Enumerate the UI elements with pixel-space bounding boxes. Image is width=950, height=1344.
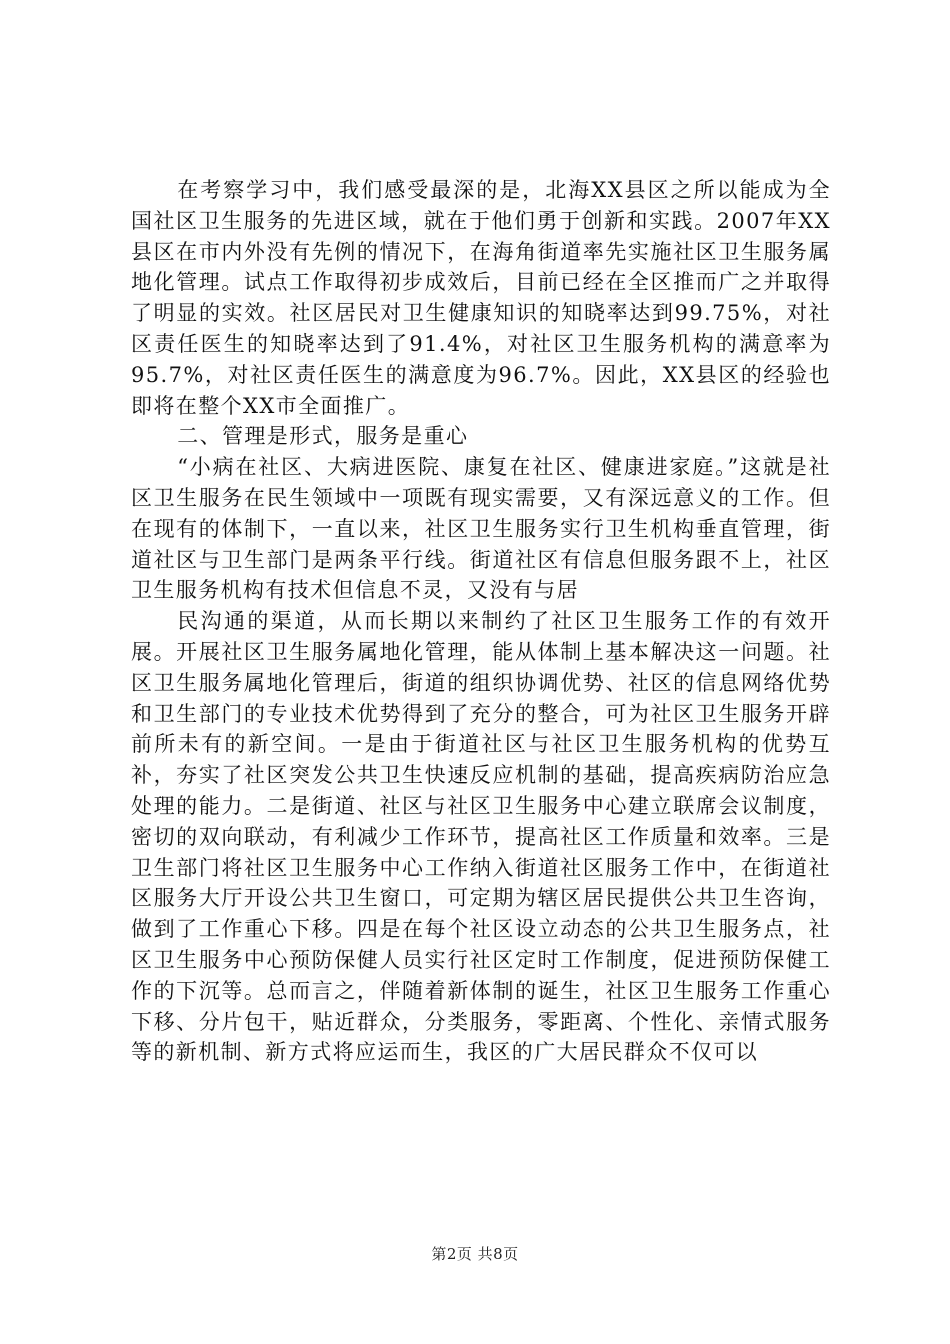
paragraph-quote: “小病在社区、大病进医院、康复在社区、健康进家庭。”这就是社区卫生服务在民生领域中一项既有现实需要，又有深远意义的工作。但在现有的体制下，一直以来，社区卫生服务实行卫生机构垂直管理，街道社区与卫生部门是两条平行线。街道社区有信息但服务跟不上，社区卫生服务机构有技术但信息不灵，又没有与居	[131, 455, 831, 603]
paragraph-continuation: 民沟通的渠道，从而长期以来制约了社区卫生服务工作的有效开展。开展社区卫生服务属地化管理，能从体制上基本解决这一问题。社区卫生服务属地化管理后，街道的组织协调优势、社区的信息网络优势和卫生部门的专业技术优势得到了充分的整合，可为社区卫生服务开辟前所未有的新空间。一是由于街道社区与社区卫生服务机构的优势互补，夯实了社区突发公共卫生快速反应机制的基础，提高疾病防治应急处理的能力。二是街道、社区与社区卫生服务中心建立联席会议制度，密切的双向联动，有利减少工作环节，提高社区工作质量和效率。三是卫生部门将社区卫生服务中心工作纳入街道社区服务工作中，在街道社区服务大厅开设公共卫生窗口，可定期为辖区居民提供公共卫生咨询，做到了工作重心下移。四是在每个社区设立动态的公共卫生服务点，社区卫生服务中心预防保健人员实行社区定时工作制度，促进预防保健工作的下沉等。总而言之，伴随着新体制的诞生，社区卫生服务工作重心下移、分片包干，贴近群众，分类服务，零距离、个性化、亲情式服务等的新机制、新方式将应运而生，我区的广大居民群众不仅可以	[131, 609, 831, 1065]
paragraph-intro: 在考察学习中，我们感受最深的是，北海XX县区之所以能成为全国社区卫生服务的先进区域，就在于他们勇于创新和实践。2007年XX县区在市内外没有先例的情况下，在海角街道率先实施社区卫生服务属地化管理。试点工作取得初步成效后，目前已经在全区推而广之并取得了明显的实效。社区居民对卫生健康知识的知晓率达到99.75%，对社区责任医生的知晓率达到了91.4%，对社区卫生服务机构的满意率为95.7%，对社区责任医生的满意度为96.7%。因此，XX县区的经验也即将在整个XX市全面推广。	[131, 178, 831, 418]
section-heading: 二、管理是形式，服务是重心	[177, 424, 469, 449]
page-number-footer: 第2页 共8页	[431, 1245, 519, 1263]
document-body	[131, 175, 831, 1068]
